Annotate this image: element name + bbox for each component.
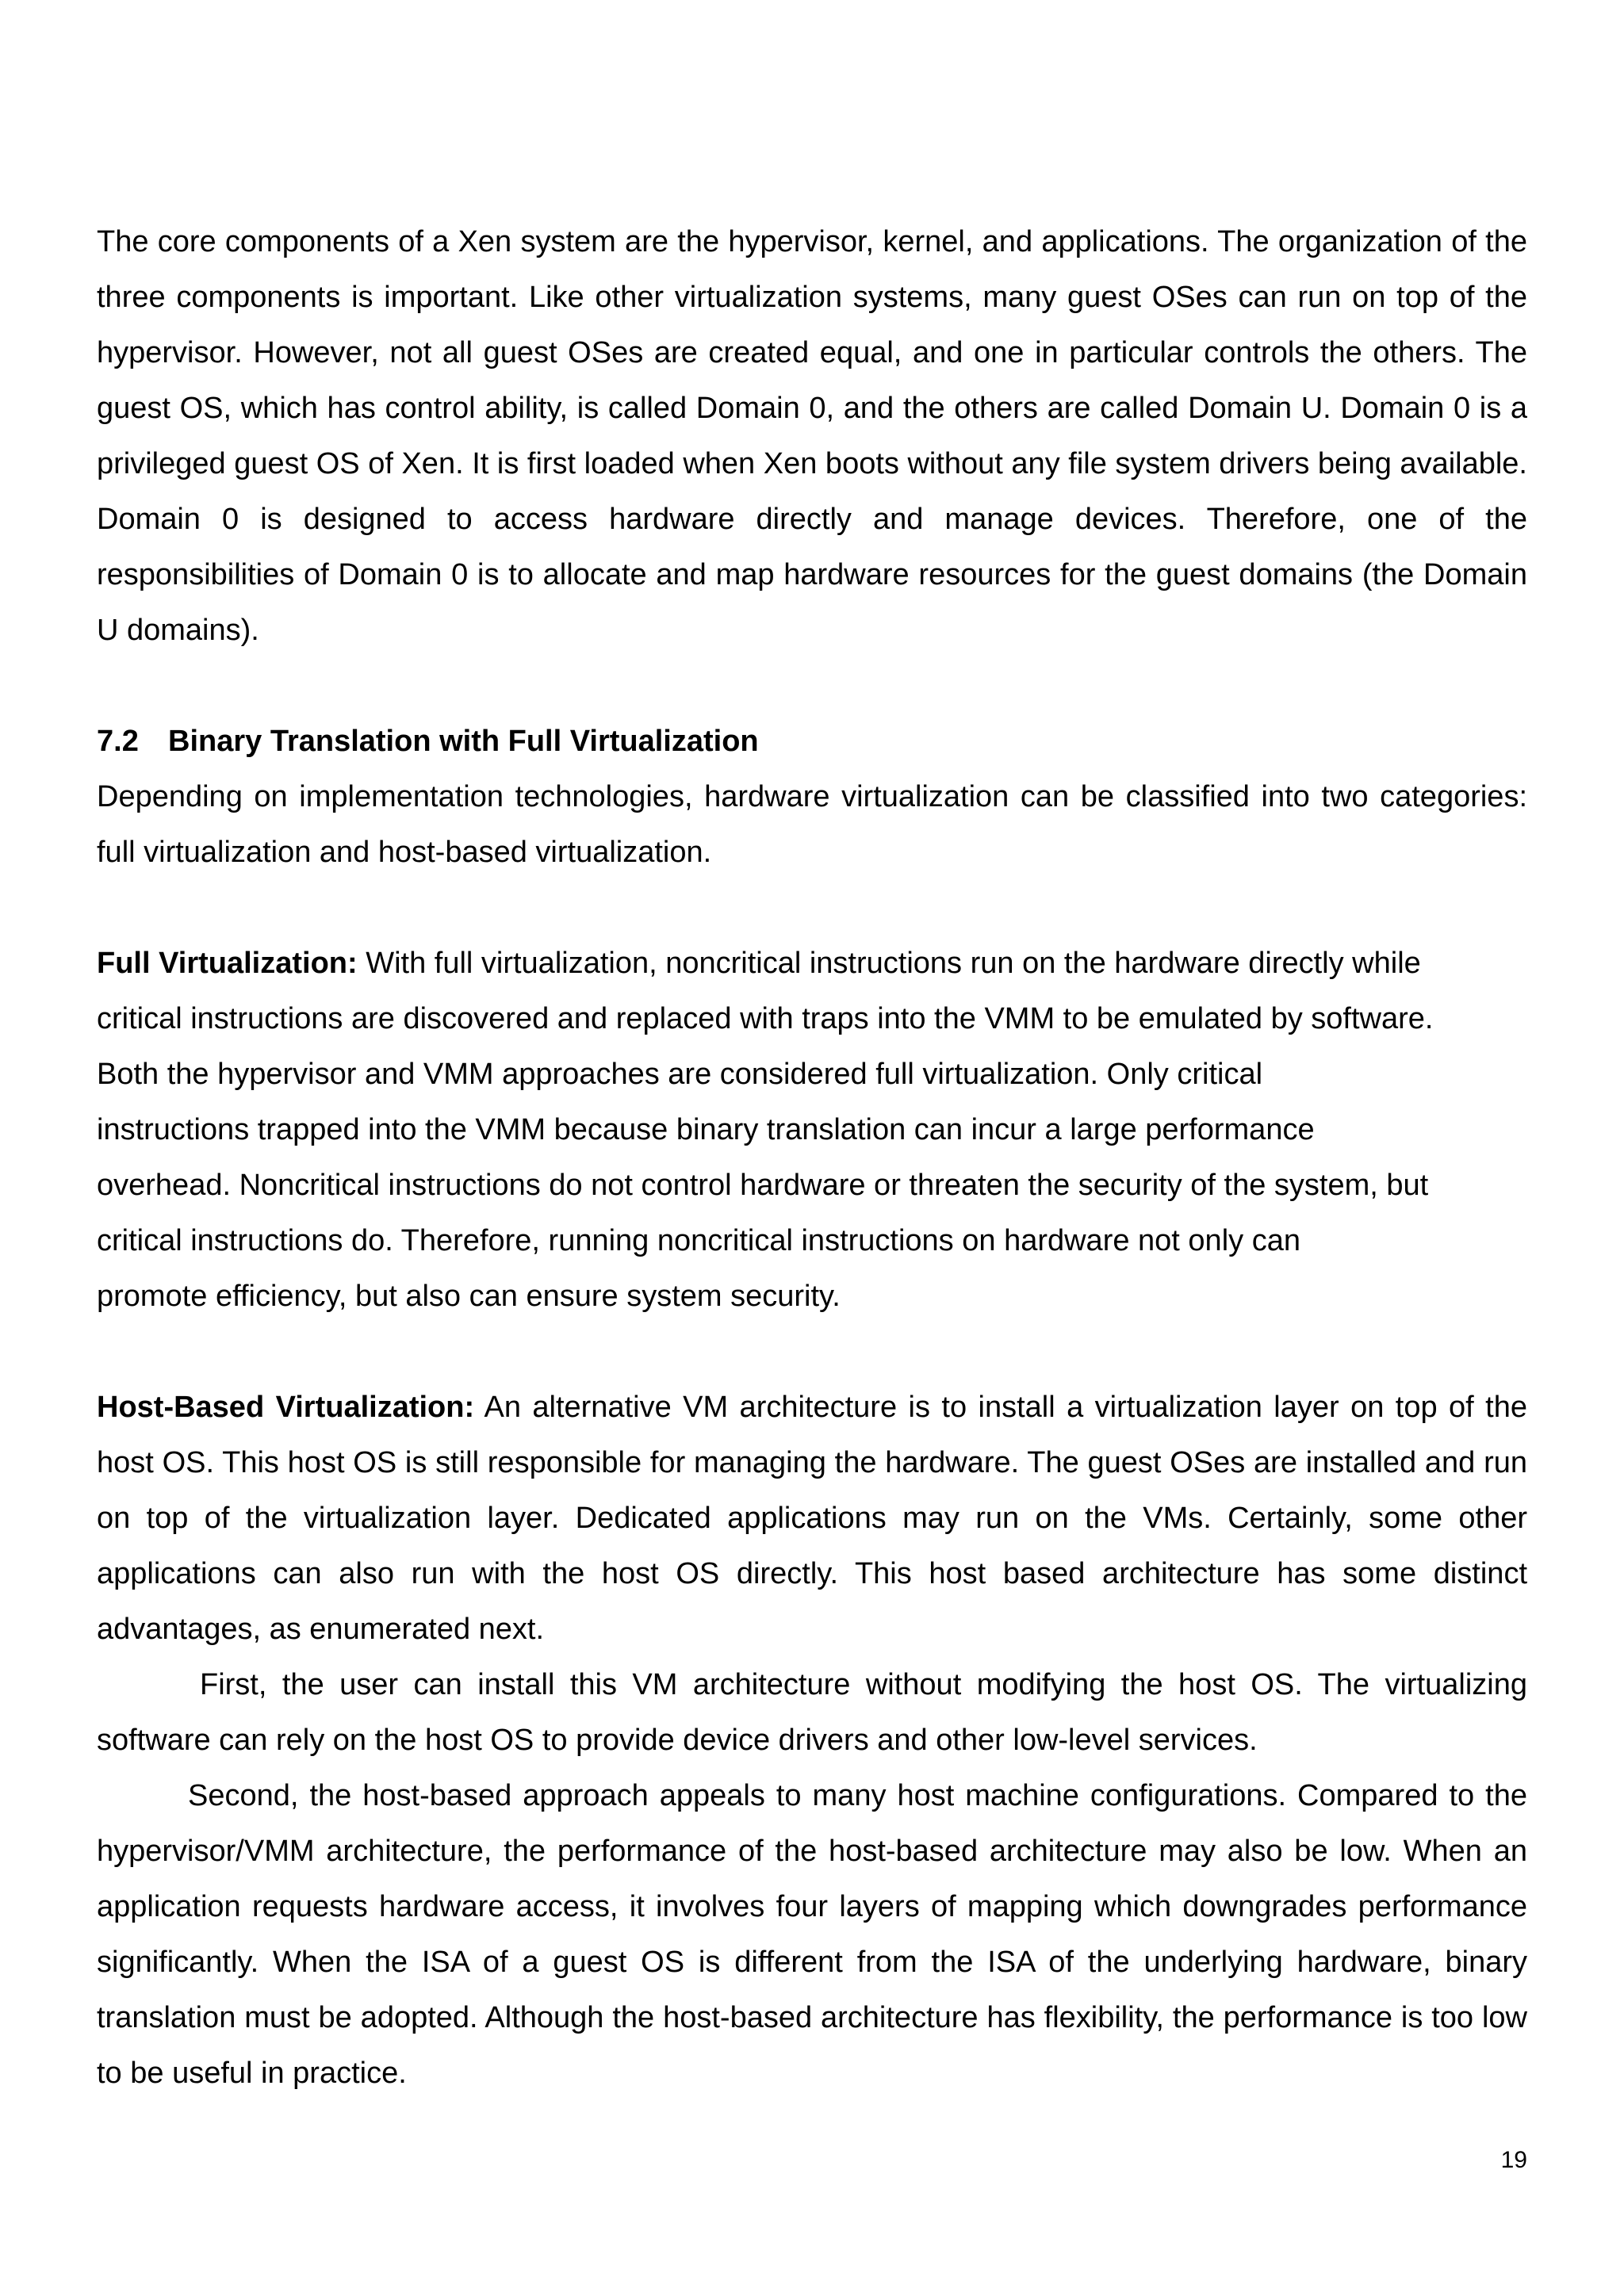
full-virtualization-paragraph bbox=[97, 936, 1527, 1324]
spacer bbox=[97, 1324, 1527, 1380]
full-virtualization-line: critical instructions do. Therefore, running noncritical instructions on hardware not only can bbox=[97, 1224, 1300, 1257]
section-heading bbox=[97, 714, 1527, 769]
page-body bbox=[97, 214, 1527, 2101]
spacer bbox=[97, 880, 1527, 936]
section-title: Binary Translation with Full Virtualization bbox=[168, 725, 759, 758]
full-virtualization-line: instructions trapped into the VMM because binary translation can incur a large performance bbox=[97, 1113, 1315, 1146]
full-virtualization-line: overhead. Noncritical instructions do not control hardware or threaten the security of the system, but bbox=[97, 1169, 1429, 1202]
host-based-second-advantage: Second, the host-based approach appeals to many host machine configurations. Compared to the hypervisor/VMM architecture, the performance of the host-based architecture may also be low. When an application requests hardware access, it involves four layers of mapping which downgrades performance significantly. When the ISA of a guest OS is different from the ISA of the underlying hardware, binary translation must be adopted. Although the host-based architecture has flexibility, the performance is too low to be useful in practice. bbox=[97, 1779, 1527, 2090]
host-based-text: An alternative VM architecture is to install a virtualization layer on top of the host OS. This host OS is still responsible for managing the hardware. The guest OSes are installed and run on top of the virtualization layer. Dedicated applications may run on the VMs. Certainly, some other applications can also run with the host OS directly. This host based architecture has some distinct advantages, as enumerated next. bbox=[97, 1391, 1527, 1646]
host-based-paragraph bbox=[97, 1380, 1527, 1657]
intro-paragraph: The core components of a Xen system are the hypervisor, kernel, and applications. The organization of the three components is important. Like other virtualization systems, many guest OSes can run on top of the hypervisor. However, not all guest OSes are created equal, and one in particular controls the others. The guest OS, which has control ability, is called Domain 0, and the others are called Domain U. Domain 0 is a privileged guest OS of Xen. It is first loaded when Xen boots without any file system drivers being available. Domain 0 is designed to access hardware directly and manage devices. Therefore, one of the responsibilities of Domain 0 is to allocate and map hardware resources for the guest domains (the Domain U domains). bbox=[97, 225, 1527, 647]
section-intro-paragraph: Depending on implementation technologies, hardware virtualization can be classified into two categories: full virtualization and host-based virtualization. bbox=[97, 780, 1527, 869]
full-virtualization-line: Both the hypervisor and VMM approaches are considered full virtualization. Only critical bbox=[97, 1058, 1263, 1091]
page-number: 19 bbox=[1500, 2147, 1527, 2173]
section-number: 7.2 bbox=[97, 725, 139, 758]
full-virtualization-line: promote efficiency, but also can ensure system security. bbox=[97, 1280, 841, 1313]
full-virtualization-label: Full Virtualization: bbox=[97, 947, 358, 980]
host-based-label: Host-Based Virtualization: bbox=[97, 1391, 475, 1424]
spacer bbox=[97, 658, 1527, 714]
full-virtualization-line: critical instructions are discovered and replaced with traps into the VMM to be emulated by software. bbox=[97, 1002, 1434, 1035]
host-based-first-advantage: First, the user can install this VM architecture without modifying the host OS. The virtualizing software can rely on the host OS to provide device drivers and other low-level services. bbox=[97, 1668, 1527, 1757]
full-virtualization-line: With full virtualization, noncritical instructions run on the hardware directly while bbox=[366, 947, 1421, 980]
